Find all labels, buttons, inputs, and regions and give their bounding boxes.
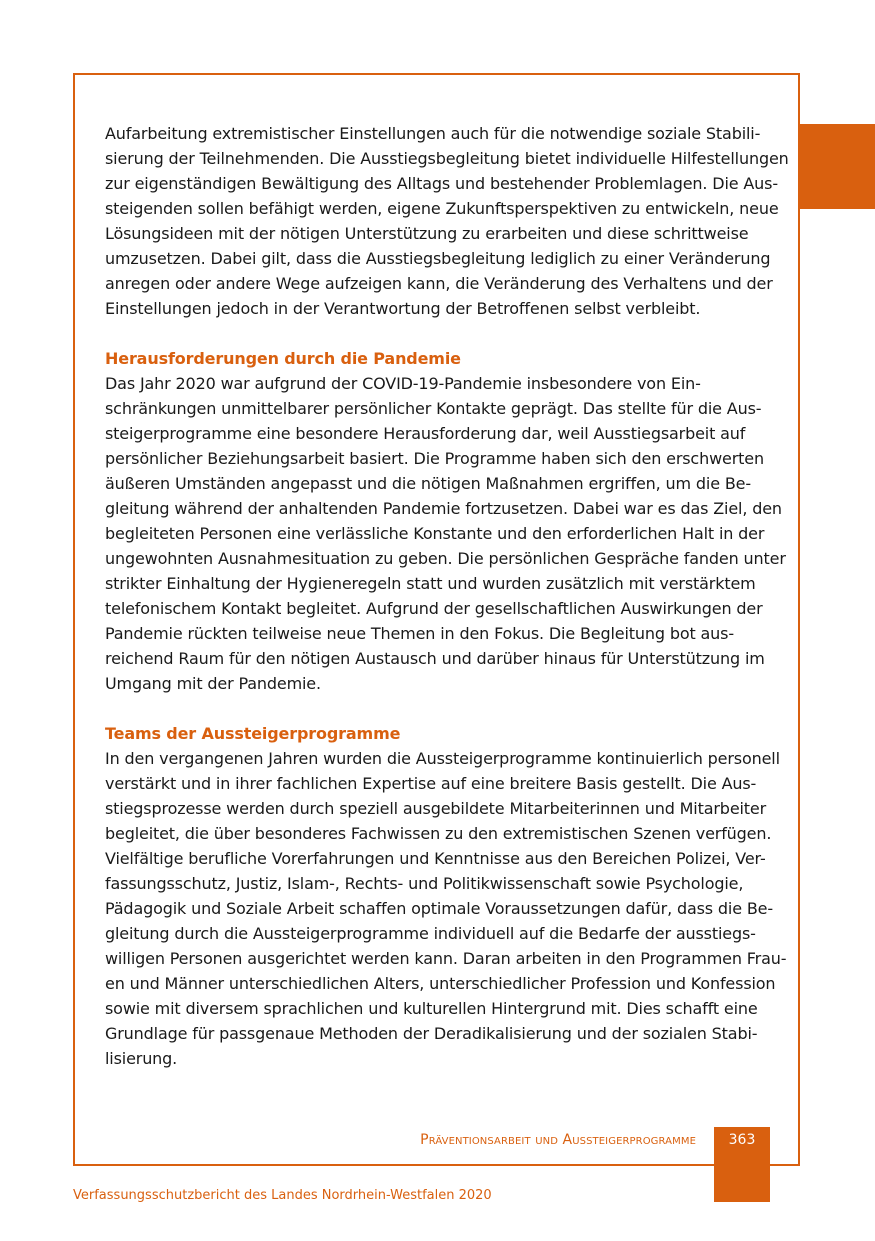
text-line: fassungsschutz, Justiz, Islam-, Rechts- und Politikwissenschaft sowie Psychologie, bbox=[105, 874, 744, 893]
running-head: Präventionsarbeit und Aussteigerprogramme bbox=[420, 1132, 696, 1148]
chapter-side-tab bbox=[798, 124, 875, 209]
text-line: In den vergangenen Jahren wurden die Aussteigerprogramme kontinuierlich personell bbox=[105, 749, 780, 768]
text-line: steigerprogramme eine besondere Herausforderung dar, weil Ausstiegsarbeit auf bbox=[105, 424, 746, 443]
text-line: lisierung. bbox=[105, 1049, 178, 1068]
text-line: Pädagogik und Soziale Arbeit schaffen optimale Voraussetzungen dafür, dass die Be- bbox=[105, 899, 773, 918]
paragraph-gap bbox=[105, 321, 775, 346]
footer-publication-title: Verfassungsschutzbericht des Landes Nordrhein-Westfalen 2020 bbox=[73, 1188, 492, 1203]
text-line: Vielfältige berufliche Vorerfahrungen und Kenntnisse aus den Bereichen Polizei, Ver- bbox=[105, 849, 766, 868]
text-line: Das Jahr 2020 war aufgrund der COVID-19-Pandemie insbesondere von Ein- bbox=[105, 374, 701, 393]
text-line: schränkungen unmittelbarer persönlicher Kontakte geprägt. Das stellte für die Aus- bbox=[105, 399, 762, 418]
text-line: persönlicher Beziehungsarbeit basiert. Die Programme haben sich den erschwerten bbox=[105, 449, 764, 468]
section-heading-pandemie: Herausforderungen durch die Pandemie bbox=[105, 349, 461, 368]
text-line: äußeren Umständen angepasst und die nötigen Maßnahmen ergriffen, um die Be- bbox=[105, 474, 751, 493]
text-line: begleiteten Personen eine verlässliche Konstante und den erforderlichen Halt in der bbox=[105, 524, 765, 543]
section-paragraph-teams bbox=[105, 746, 787, 1071]
text-line: willigen Personen ausgerichtet werden kann. Daran arbeiten in den Programmen Frau- bbox=[105, 949, 787, 968]
section-paragraph-pandemie bbox=[105, 371, 786, 696]
text-line: anregen oder andere Wege aufzeigen kann, die Veränderung des Verhaltens und der bbox=[105, 274, 773, 293]
text-line: gleitung durch die Aussteigerprogramme individuell auf die Bedarfe der ausstiegs- bbox=[105, 924, 756, 943]
text-line: umzusetzen. Dabei gilt, dass die Ausstiegsbegleitung lediglich zu einer Veränderung bbox=[105, 249, 771, 268]
page-number: 363 bbox=[728, 1132, 756, 1148]
intro-paragraph bbox=[105, 121, 789, 321]
text-line: telefonischem Kontakt begleitet. Aufgrund der gesellschaftlichen Auswirkungen der bbox=[105, 599, 763, 618]
text-line: reichend Raum für den nötigen Austausch und darüber hinaus für Unterstützung im bbox=[105, 649, 765, 668]
text-line: begleitet, die über besonderes Fachwissen zu den extremistischen Szenen verfügen. bbox=[105, 824, 772, 843]
text-line: Umgang mit der Pandemie. bbox=[105, 674, 321, 693]
text-line: verstärkt und in ihrer fachlichen Expertise auf eine breitere Basis gestellt. Die Aus- bbox=[105, 774, 757, 793]
paragraph-gap bbox=[105, 696, 775, 721]
text-line: Lösungsideen mit der nötigen Unterstützung zu erarbeiten und diese schrittweise bbox=[105, 224, 749, 243]
body-text bbox=[105, 121, 789, 1071]
page-number-box bbox=[714, 1127, 770, 1202]
text-line: sierung der Teilnehmenden. Die Ausstiegsbegleitung bietet individuelle Hilfestellungen bbox=[105, 149, 789, 168]
text-line: Aufarbeitung extremistischer Einstellungen auch für die notwendige soziale Stabili- bbox=[105, 124, 761, 143]
text-line: sowie mit diversem sprachlichen und kulturellen Hintergrund mit. Dies schafft eine bbox=[105, 999, 758, 1018]
text-line: Pandemie rückten teilweise neue Themen in den Fokus. Die Begleitung bot aus- bbox=[105, 624, 734, 643]
text-line: stiegsprozesse werden durch speziell ausgebildete Mitarbeiterinnen und Mitarbeiter bbox=[105, 799, 767, 818]
text-line: strikter Einhaltung der Hygieneregeln statt und wurden zusätzlich mit verstärktem bbox=[105, 574, 756, 593]
text-line: steigenden sollen befähigt werden, eigene Zukunftsperspektiven zu entwickeln, neue bbox=[105, 199, 779, 218]
text-line: Grundlage für passgenaue Methoden der Deradikalisierung und der sozialen Stabi- bbox=[105, 1024, 758, 1043]
text-line: zur eigenständigen Bewältigung des Alltags und bestehender Problemlagen. Die Aus- bbox=[105, 174, 778, 193]
section-heading-teams: Teams der Aussteigerprogramme bbox=[105, 724, 401, 743]
text-line: gleitung während der anhaltenden Pandemie fortzusetzen. Dabei war es das Ziel, den bbox=[105, 499, 782, 518]
text-line: ungewohnten Ausnahmesituation zu geben. Die persönlichen Gespräche fanden unter bbox=[105, 549, 786, 568]
text-line: en und Männer unterschiedlichen Alters, unterschiedlicher Profession und Konfession bbox=[105, 974, 776, 993]
text-line: Einstellungen jedoch in der Verantwortung der Betroffenen selbst verbleibt. bbox=[105, 299, 701, 318]
